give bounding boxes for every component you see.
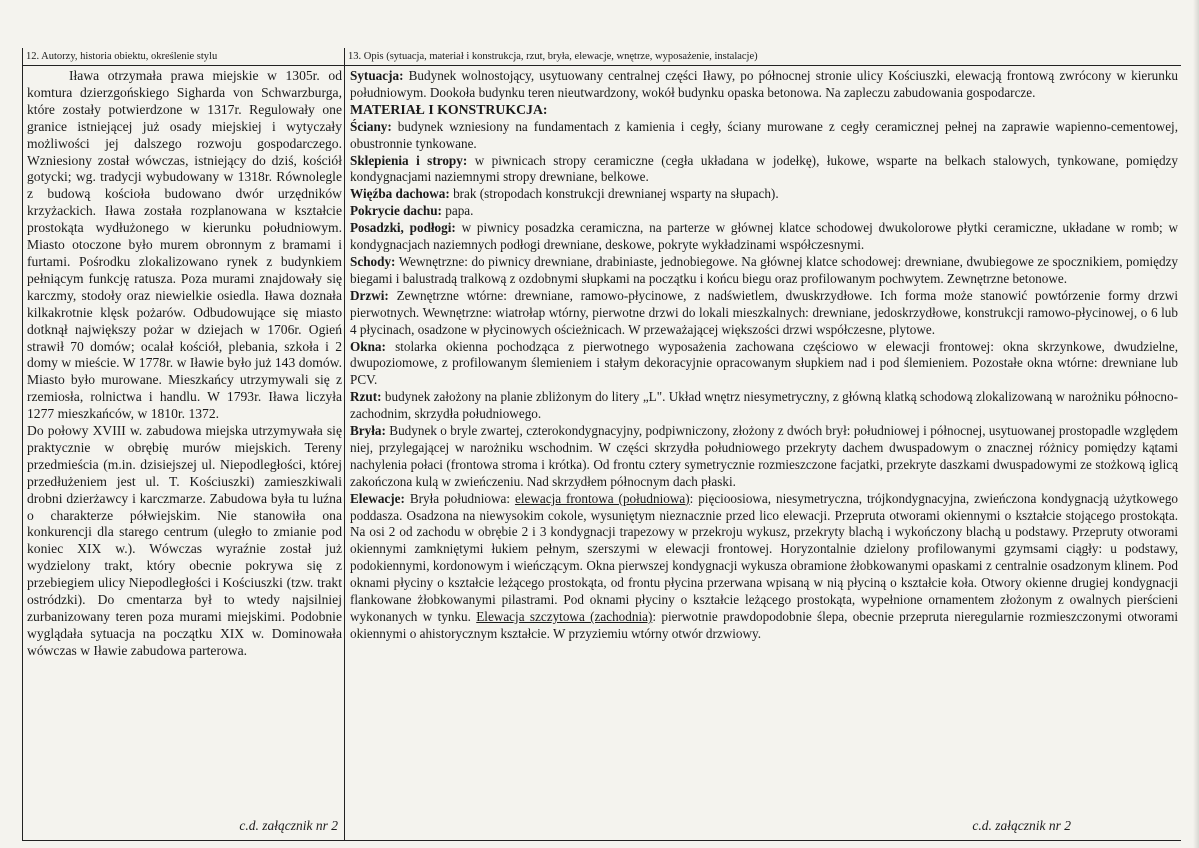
- elewacje-szczyt-text: : pierwotnie prawdopodobnie ślepa, obecnie przepruta nieregularnie rozmieszczonymi otworami okiennymi o ahistorycznym kształcie. W przyziemiu wtórny otwór drzwiowy.: [350, 609, 1178, 641]
- sklepienia-section: [350, 153, 1178, 187]
- drzwi-section: [350, 288, 1178, 339]
- wiezba-text: brak (stropodach konstrukcji drewnianej wsparty na słupach).: [453, 186, 779, 202]
- sklepienia-text: w piwnicach stropy ceramiczne (cegła układana w jodełkę), łukowe, wsparte na belkach stalowych, tynkowane, pomiędzy kondygnacjami naziemnymi stropy drewniane, belkowe.: [350, 152, 1179, 185]
- history-continued-note: c.d. załącznik nr 2: [239, 818, 338, 833]
- rzut-label: Rzut:: [350, 389, 382, 405]
- bryla-text: Budynek o bryle zwartej, czterokondygnacyjny, podpiwniczony, złożony z dwóch brył: południowej i północnej, usytuowanej prostopadle względem niej, przylegającej w narożniku wschodnim. W części skrzydła południowego przekryty dachem dwuspadowym o znacznej różnicy pomiędzy kątami nachylenia połaci (frontowa stroma i krótka). Od frontu cztery symetrycznie rozmieszczone facjatki, przekryte daszkami dwuspadowymi ze stożkową iglicą zakończona kulą w zwieńczeniu. Nad skrzydłem północnym dach płaski.: [350, 423, 1178, 489]
- elewacja-szczytowa-link: Elewacja szczytowa (zachodnia): [476, 609, 653, 624]
- okna-label: Okna:: [350, 338, 386, 354]
- elewacja-frontowa-link: elewacja frontowa (południowa): [514, 490, 690, 506]
- history-text: [23, 66, 344, 660]
- pokrycie-section: [350, 203, 1178, 220]
- wiezba-label: Więźba dachowa:: [350, 186, 450, 202]
- okna-text: stolarka okienna pochodząca z pierwotnego wyposażenia zachowana częściowo w elewacji frontowej: okna skrzynkowe, dwudzielne, dwupoziomowe, z profilowanym ślemieniem i stałym dekoracyjnie opracowanym słupkiem nad i pod ślemieniem. Pozostałe okna wtórne: drewniane lub PCV.: [350, 338, 1179, 388]
- pokrycie-label: Pokrycie dachu:: [350, 203, 442, 219]
- history-paragraph-2: Do połowy XVIII w. zabudowa miejska utrzymywała się praktycznie w obrębię murów miejskich. Tereny przedmieścia (m.in. dzisiejszej ul. Niepodległości, której przedłużeniem jest ul. T. Kościuszki) zamieszkiwali drobni dzierżawcy i karczmarze. Zabudowa była tu luźna o charakterze półwiejskim. Nie stanowiła ona konkurencji dla starego centrum (uległo to zmianie pod koniec XIX w.). Wówczas wyraźnie został już wydzielony trakt, który obecnie pokrywa się z przebiegiem ulicy Niepodległości i Kościuszki (tzw. trakt ostródzki). Do cmentarza był to wtedy najsilniej zurbanizowany teren poza murami miejskimi. Podobnie wyglądała sytuacja na początku XIX w. Dominowała wówczas w Iławie zabudowa parterowa.: [27, 423, 342, 658]
- sciany-label: Ściany:: [350, 118, 392, 134]
- okna-section: [350, 339, 1178, 390]
- schody-label: Schody:: [350, 253, 396, 269]
- rzut-text: budynek założony na planie zbliżonym do litery „L". Układ wnętrz niesymetryczny, z główną klatką schodową zlokalizowaną w narożniku północno-zachodnim, skrzydła południowego.: [350, 389, 1179, 422]
- bryla-label: Bryła:: [350, 423, 386, 439]
- elewacje-section: [350, 491, 1178, 643]
- history-paragraph-1: Iława otrzymała prawa miejskie w 1305r. od komtura dzierzgońskiego Sigharda von Schwarzburga, które zostały potwierdzone w 1317r. Regulowały one granice istniejącej już osady miejskiej i wytyczały możliwości jej dalszego rozwoju gospodarczego. Wzniesiony został wówczas, istniejący do dziś, kościół gotycki; wg. tradycji wybudowany w 1318r. Równolegle z budową kościoła budowano dwór urzędników krzyżackich. Iława została rozplanowana w kształcie prostokąta wydłużonego w kierunku południowym. Miasto otoczone było murem obronnym z bramami i furtami. Pośrodku zlokalizowano rynek z budynkiem pełniącym funkcję ratusza. Poza murami znajdowały się karczmy, stodoły oraz niewielkie osiedla. Iława doznała kilkakrotnie klęsk pożarów. Odbudowujące się miasto dotknął największy pożar w dziejach w 1706r. Ogień strawił 70 domów; ocalał kościół, plebania, szkoła i 2 domy w mieście. W 1778r. w Iławie było już 143 domów. Miasto było murowane. Mieszkańcy utrzymywali się z rzemiosła, rolnictwa i handlu. W 1793r. Iława liczyła 1277 mieszkańców, w 1810r. 1372.: [27, 68, 342, 422]
- posadzki-text: w piwnicy posadzka ceramiczna, na parterze w głównej klatce schodowej dwukolorowe płytki ceramiczne, układane w romb; w kondygnacjach naziemnych podłogi drewniane, deskowe, pokryte wykładzinami współczesnymi.: [350, 220, 1179, 253]
- schody-text: Wewnętrzne: do piwnicy drewniane, drabiniaste, jednobiegowe. Na głównej klatce schodowej: drewniane, dwubiegowe ze spocznikiem, pomiędzy biegami i balustradą tralkową z ozdobnymi słupkami na początku i końcu biegu oraz profilowanym pochwytem. Zewnętrzne betonowe.: [350, 253, 1179, 286]
- pokrycie-text: papa.: [445, 203, 474, 219]
- description-continued-note: c.d. załącznik nr 2: [972, 818, 1071, 833]
- drzwi-label: Drzwi:: [350, 287, 389, 303]
- sciany-section: [350, 119, 1178, 153]
- material-heading: MATERIAŁ I KONSTRUKCJA:: [350, 101, 548, 117]
- posadzki-section: [350, 220, 1178, 254]
- bryla-section: [350, 423, 1178, 491]
- posadzki-label: Posadzki, podłogi:: [350, 220, 456, 236]
- rzut-section: [350, 389, 1178, 423]
- sytuacja-label: Sytuacja:: [350, 68, 404, 83]
- description-header: 13. Opis (sytuacja, materiał i konstrukcja, rzut, bryła, elewacje, wnętrze, wyposażenie, instalacje): [345, 48, 1181, 66]
- elewacje-label: Elewacje:: [350, 490, 405, 506]
- sytuacja-text: Budynek wolnostojący, usytuowany centralnej części Iławy, po północnej stronie ulicy Kościuszki, elewacją frontową zwrócony w kierunku południowym. Dookoła budynku teren nieutwardzony, wokół budynku opaska betonowa. Na zapleczu zabudowania gospodarcze.: [350, 68, 1179, 100]
- form-sheet: [22, 48, 1181, 841]
- schody-section: [350, 254, 1178, 288]
- sytuacja-section: [350, 68, 1178, 102]
- history-header: 12. Autorzy, historia obiektu, określenie stylu: [23, 48, 344, 66]
- description-column: [345, 48, 1181, 840]
- scan-edge-shadow: [1193, 0, 1199, 848]
- sciany-text: budynek wzniesiony na fundamentach z kamienia i cegły, ściany murowane z cegły ceramicznej pełnej na zaprawie wapienno-cementowej, obustronnie tynkowane.: [350, 118, 1179, 151]
- elewacje-front-text: : pięcioosiowa, niesymetryczna, trójkondygnacyjna, zwieńczona kondygnacją użytkowego poddasza. Osadzona na niewysokim cokole, wysuniętym nieznacznie przed lico elewacji. Przepruta otworami okiennymi o kształcie stojącego prostokąta. Na osi 2 od zachodu w obrębie 2 i 3 kondygnacji trapezowy w przekroju wykusz, przekryty blachą i wykończony blachą u podstawy. Przepruty otworami okiennymi zamkniętymi łukiem pełnym, szerszymi w elewacji frontowej. Horyzontalnie dzielony profilowanymi gzymsami ciągły: u podstawy, podokiennymi, kordonowym i wieńczącym. Okna pierwszej kondygnacji wykusza obramione żłobkowanymi opaskami z centralnie osadzonym klinem. Pod oknami płyciny o kształcie leżącego prostokąta, od frontu płycina przerwana wpisaną w nią płyciną o kształcie koła. Otwory okienne drugiej kondygnacji flankowane żłobkowanymi pilastrami. Pod oknami płyciny o kształcie leżącego prostokąta, wypełnione ornamentem złożonym z owalnych pierścieni wykonanych w tynku.: [350, 490, 1179, 624]
- description-text: [345, 66, 1181, 643]
- wiezba-section: [350, 186, 1178, 203]
- elewacje-intro: Bryła południowa:: [409, 490, 511, 506]
- sklepienia-label: Sklepienia i stropy:: [350, 152, 468, 168]
- drzwi-text: Zewnętrzne wtórne: drewniane, ramowo-płycinowe, z nadświetlem, dwuskrzydłowe. Ich forma może stanowić powtórzenie formy drzwi pierwotnych. Wewnętrzne: wiatrołap wtórny, pierwotne drzwi do lokali mieszkalnych: drewniane, jedoskrzydłowe, konstrukcji ramowo-płycinowej, o 6 lub 4 płycinach, osadzone w płycinowych ościeżnicach. W przeważającej większości drzwi współczesne, plytowe.: [350, 287, 1179, 337]
- history-column: [23, 48, 345, 840]
